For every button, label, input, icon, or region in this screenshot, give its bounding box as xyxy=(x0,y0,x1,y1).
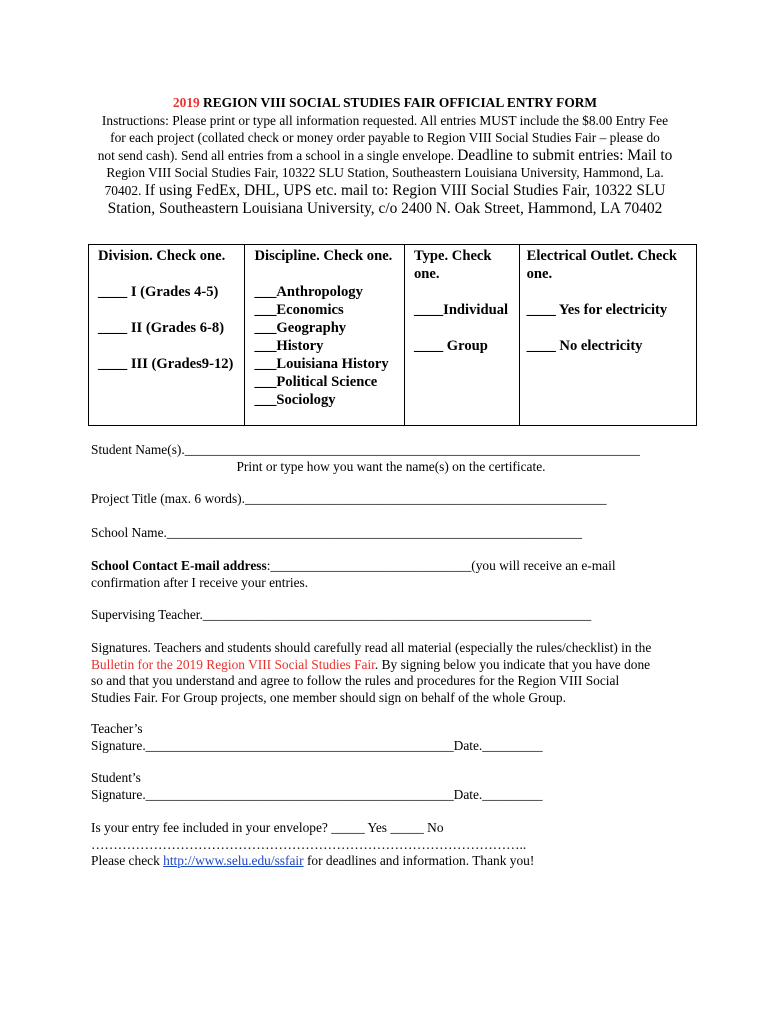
signatures-paragraph: Signatures. Teachers and students should carefully read all material (especially the rules/checklist) in the Bulletin for the 2019 Region VIII Social Studies Fair. By signing below you indicate that you have done so and that you understand and agree to follow the rules and procedures for the Region VIII Social Studies Fair. For Group projects, one member should sign on behalf of the whole Group. xyxy=(91,640,652,705)
type-option[interactable]: ____Individual xyxy=(413,302,509,318)
form-header xyxy=(88,94,682,217)
footer: Is your entry fee included in your envelope? _____ Yes _____ No …………………………………………………………………………………….. Please check http://www.selu.edu/ssfair for deadlines and information. Thank you! xyxy=(91,820,535,869)
division-column xyxy=(89,245,245,425)
discipline-option[interactable]: ___Sociology xyxy=(254,392,336,408)
school-name-field[interactable]: School Name.______________________________________________________________ xyxy=(91,525,582,540)
student-names-field[interactable]: Student Name(s).____________________________________________________________________ Print or type how you want the name(s) on the certificate. xyxy=(91,442,691,475)
form-year: 2019 xyxy=(172,95,200,110)
instructions-line: Instructions: Please print or type all information requested. All entries MUST include the $8.00 Entry Fee xyxy=(101,112,669,128)
division-option[interactable]: ____ II (Grades 6-8) xyxy=(98,320,225,336)
instructions-line: 70402. If using FedEx, DHL, UPS etc. mail to: Region VIII Social Studies Fair, 10322 SLU xyxy=(104,181,666,199)
supervising-teacher-field[interactable]: Supervising Teacher.__________________________________________________________ xyxy=(91,607,592,622)
discipline-option[interactable]: ___History xyxy=(254,338,324,354)
instructions-line: Region VIII Social Studies Fair, 10322 SLU Station, Southeastern Louisiana University, Hammond, La. xyxy=(106,165,664,181)
instructions-line: for each project (collated check or money order payable to Region VIII Social Studies Fair – please do xyxy=(110,130,660,146)
student-signature-field[interactable]: Student’s Signature.______________________________________________Date._________ xyxy=(91,770,543,802)
outlet-heading: Electrical Outlet. Check xyxy=(526,248,677,264)
bulletin-reference: Bulletin for the 2019 Region VIII Social Studies Fair xyxy=(91,656,375,672)
type-heading: one. xyxy=(413,266,440,282)
type-heading: Type. Check xyxy=(413,248,492,264)
ssfair-link[interactable]: http://www.selu.edu/ssfair xyxy=(163,853,304,869)
type-option[interactable]: ____ Group xyxy=(413,338,488,354)
entry-options-table xyxy=(88,244,697,426)
outlet-option[interactable]: ____ Yes for electricity xyxy=(526,302,668,318)
outlet-column xyxy=(520,245,696,425)
contact-email-label: School Contact E-mail address xyxy=(91,558,267,573)
student-names-note: Print or type how you want the name(s) on the certificate. xyxy=(236,458,546,474)
division-option[interactable]: ____ I (Grades 4-5) xyxy=(98,284,219,300)
discipline-option[interactable]: ___Political Science xyxy=(254,374,378,390)
discipline-option[interactable]: ___Geography xyxy=(254,320,347,336)
instructions-line: not send cash). Send all entries from a school in a single envelope. Deadline to submit entries: Mail to xyxy=(97,146,673,164)
discipline-column xyxy=(245,245,404,425)
division-option[interactable]: ____ III (Grades9-12) xyxy=(98,356,234,372)
type-column xyxy=(405,245,520,425)
division-heading: Division. Check one. xyxy=(98,248,226,264)
outlet-option[interactable]: ____ No electricity xyxy=(526,338,643,354)
teacher-signature-field[interactable]: Teacher’s Signature.______________________________________________Date._________ xyxy=(91,721,543,753)
discipline-option[interactable]: ___Louisiana History xyxy=(254,356,389,372)
form-title: 2019 REGION VIII SOCIAL STUDIES FAIR OFFICIAL ENTRY FORM xyxy=(172,95,598,110)
outlet-heading: one. xyxy=(526,266,553,282)
dotted-divider: …………………………………………………………………………………….. xyxy=(91,836,527,852)
discipline-option[interactable]: ___Economics xyxy=(254,302,344,318)
fee-question[interactable]: Is your entry fee included in your envelope? _____ Yes _____ No xyxy=(91,820,444,835)
project-title-field[interactable]: Project Title (max. 6 words).______________________________________________________ xyxy=(91,491,607,506)
discipline-heading: Discipline. Check one. xyxy=(254,248,393,264)
discipline-option[interactable]: ___Anthropology xyxy=(254,284,363,300)
instructions-line: Station, Southeastern Louisiana University, c/o 2400 N. Oak Street, Hammond, LA 70402 xyxy=(107,199,663,217)
contact-email-field[interactable]: School Contact E-mail address:______________________________(you will receive an e-mail confirmation after I receive your entries. xyxy=(91,558,616,590)
